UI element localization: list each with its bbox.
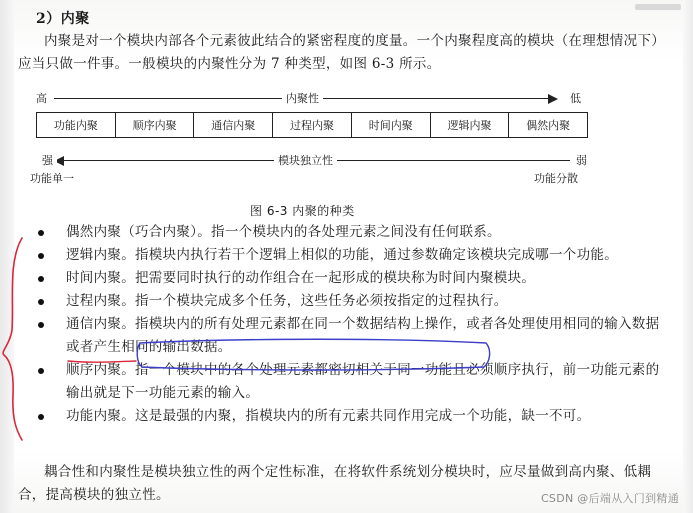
figure-caption: 图 6-3 内聚的种类 [250, 204, 355, 218]
independence-arrow [36, 152, 591, 168]
label-strong: 强 [42, 152, 57, 168]
label-weak: 弱 [572, 152, 587, 168]
cohesion-list [30, 221, 670, 428]
label-high: 高 [36, 90, 51, 106]
intro-paragraph: 内聚是对一个模块内部各个元素彼此结合的紧密程度的度量。一个内聚程度高的模块（在理想情况下）应当只做一件事。一般模块的内聚性分为 7 种类型，如图 6-3 所示。 [18, 33, 665, 72]
conclusion-paragraph: 耦合性和内聚性是模块独立性的两个定性标准，在将软件系统划分模块时，应尽量做到高内聚、低耦合，提高模块的独立性。 [18, 464, 652, 503]
box-temporal: 时间内聚 [352, 113, 431, 137]
label-cohesion: 内聚性 [282, 90, 323, 106]
box-procedural: 过程内聚 [273, 113, 352, 137]
arrow-right-icon [548, 94, 558, 104]
csdn-watermark: CSDN @后端从入门到精通 [540, 492, 679, 505]
list-item: 逻辑内聚。指模块内执行若干个逻辑上相似的功能，通过参数确定该模块完成哪一个功能。 [30, 244, 670, 267]
box-sequential: 顺序内聚 [116, 113, 195, 137]
box-logical: 逻辑内聚 [431, 113, 510, 137]
list-item: 偶然内聚（巧合内聚）。指一个模块内的各处理元素之间没有任何联系。 [30, 221, 670, 244]
cohesion-arrow [36, 90, 591, 106]
cohesion-diagram [30, 90, 591, 190]
box-coincidental: 偶然内聚 [526, 119, 571, 132]
section-heading: 2）内聚 [36, 11, 90, 27]
box-communicational: 通信内聚 [194, 113, 273, 137]
cohesion-types-row [36, 112, 588, 138]
label-scattered-function: 功能分散 [534, 172, 578, 185]
list-item: 时间内聚。把需要同时执行的动作组合在一起形成的模块称为时间内聚模块。 [30, 267, 670, 290]
label-module-independence: 模块独立性 [274, 152, 337, 168]
label-single-function: 功能单一 [30, 172, 74, 185]
list-item: 通信内聚。指模块内的所有处理元素都在同一个数据结构上操作，或者各处理使用相同的输入数据或者产生相同的输出数据。 [30, 313, 670, 359]
label-low: 低 [566, 90, 581, 106]
corner-mark [635, 4, 681, 10]
box-functional: 功能内聚 [37, 113, 116, 137]
left-margin-shadow [0, 0, 14, 513]
list-item: 过程内聚。指一个模块完成多个任务，这些任务必须按指定的过程执行。 [30, 290, 670, 313]
list-item: 顺序内聚。指一个模块中的各个处理元素都密切相关于同一功能且必须顺序执行，前一功能元素的输出就是下一功能元素的输入。 [30, 359, 670, 405]
list-item: 功能内聚。这是最强的内聚，指模块内的所有元素共同作用完成一个功能，缺一不可。 [30, 405, 670, 428]
right-margin-shadow [683, 0, 693, 513]
